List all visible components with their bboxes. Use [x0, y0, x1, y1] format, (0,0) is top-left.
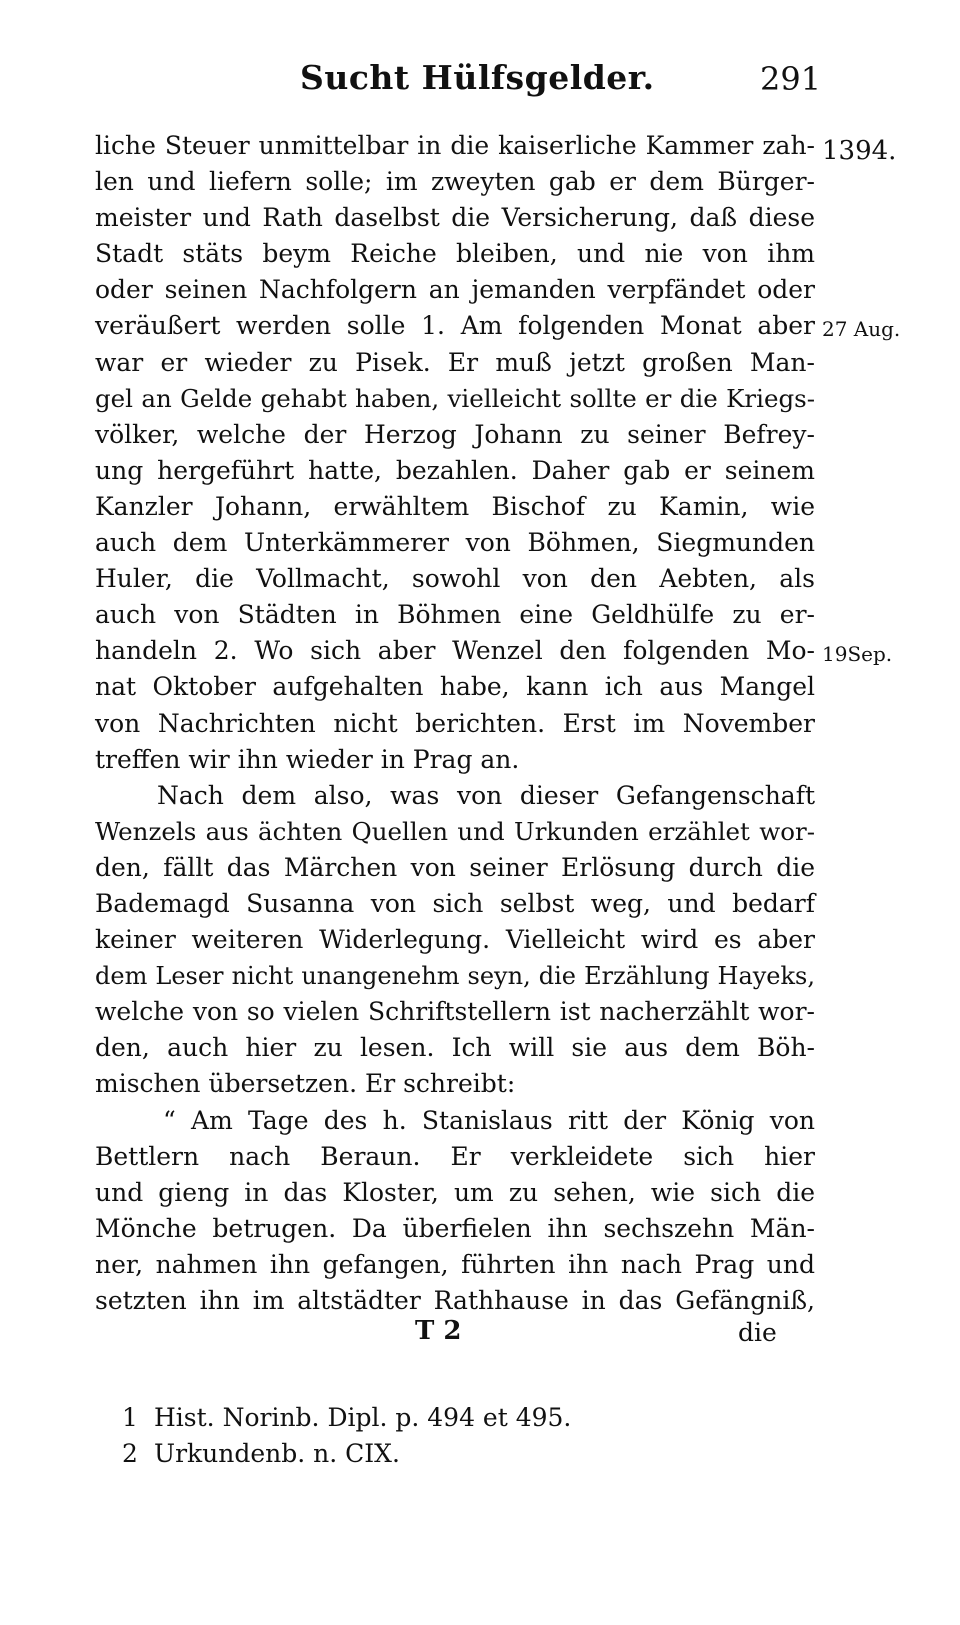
footnotes	[122, 1400, 842, 1472]
text-line: veräußert werden solle 1. Am folgenden Monat aber	[95, 311, 815, 341]
catchword: die	[738, 1318, 777, 1347]
text-line: Stadt stäts beym Reiche bleiben, und nie von ihm	[95, 239, 815, 269]
text-line: nat Oktober aufgehalten habe, kann ich aus Mangel	[95, 672, 815, 702]
text-line: den, fällt das Märchen von seiner Erlösung durch die	[95, 852, 815, 882]
text-line: welche von so vielen Schriftstellern ist nacherzählt wor-	[95, 997, 815, 1027]
footnote-number: 1	[122, 1403, 138, 1432]
text-line: völker, welche der Herzog Johann zu seiner Befrey-	[95, 419, 815, 449]
text-line: Nach dem also, was von dieser Gefangenschaft	[157, 780, 815, 810]
text-line: Huler, die Vollmacht, sowohl von den Aebten, als	[95, 564, 815, 594]
text-line: ung hergeführt hatte, bezahlen. Daher gab er seinem	[95, 455, 815, 485]
margin-note-date: 27 Aug.	[822, 317, 901, 341]
footnote-number: 2	[122, 1439, 138, 1468]
text-line: oder seinen Nachfolgern an jemanden verpfändet oder	[95, 275, 815, 305]
text-line: den, auch hier zu lesen. Ich will sie aus dem Böh-	[95, 1033, 815, 1063]
text-line: war er wieder zu Pisek. Er muß jetzt großen Man-	[95, 347, 815, 377]
page-number: 291	[760, 60, 822, 98]
footnote-text: Urkundenb. n. CIX.	[154, 1439, 400, 1468]
text-line: Bademagd Susanna von sich selbst weg, und bedarf	[95, 888, 815, 918]
text-line: von Nachrichten nicht berichten. Erst im November	[95, 708, 815, 738]
text-line: keiner weiteren Widerlegung. Vielleicht wird es aber	[95, 925, 815, 955]
text-line: auch dem Unterkämmerer von Böhmen, Siegmunden	[95, 528, 815, 558]
text-line: ner, nahmen ihn gefangen, führten ihn nach Prag und	[95, 1249, 815, 1279]
text-line: handeln 2. Wo sich aber Wenzel den folgenden Mo-	[95, 636, 815, 666]
body-text	[95, 128, 815, 1319]
margin-note-date: 19Sep.	[822, 642, 893, 666]
text-line: setzten ihn im altstädter Rathhause in das Gefängniß,	[95, 1286, 815, 1315]
running-title: Sucht Hülfsgelder.	[300, 58, 655, 97]
text-line: Bettlern nach Beraun. Er verkleidete sich hier	[95, 1141, 815, 1171]
text-line: “ Am Tage des h. Stanislaus ritt der König von	[163, 1105, 815, 1135]
text-line: gel an Gelde gehabt haben, vielleicht sollte er die Kriegs-	[95, 383, 815, 413]
text-line: meister und Rath daselbst die Versicherung, daß diese	[95, 203, 815, 233]
text-line: Mönche betrugen. Da überfielen ihn sechszehn Män-	[95, 1213, 815, 1243]
signature-mark: T 2	[415, 1316, 462, 1346]
text-line: dem Leser nicht unangenehm seyn, die Erzählung Hayeks,	[95, 962, 815, 991]
text-line: und gieng in das Kloster, um zu sehen, wie sich die	[95, 1177, 815, 1207]
text-line: Kanzler Johann, erwähltem Bischof zu Kamin, wie	[95, 491, 815, 521]
footnote-text: Hist. Norinb. Dipl. p. 494 et 495.	[154, 1403, 572, 1432]
text-line: len und liefern solle; im zweyten gab er dem Bürger-	[95, 167, 815, 197]
text-line: treffen wir ihn wieder in Prag an.	[95, 744, 520, 774]
margin-note-year: 1394.	[822, 136, 897, 166]
text-line: liche Steuer unmittelbar in die kaiserliche Kammer zah-	[95, 131, 815, 160]
text-line: auch von Städten in Böhmen eine Geldhülfe zu er-	[95, 600, 815, 630]
footnote	[122, 1400, 842, 1436]
text-line: Wenzels aus ächten Quellen und Urkunden erzählet wor-	[95, 816, 815, 846]
text-line: mischen übersetzen. Er schreibt:	[95, 1069, 516, 1099]
footnote	[122, 1436, 842, 1472]
